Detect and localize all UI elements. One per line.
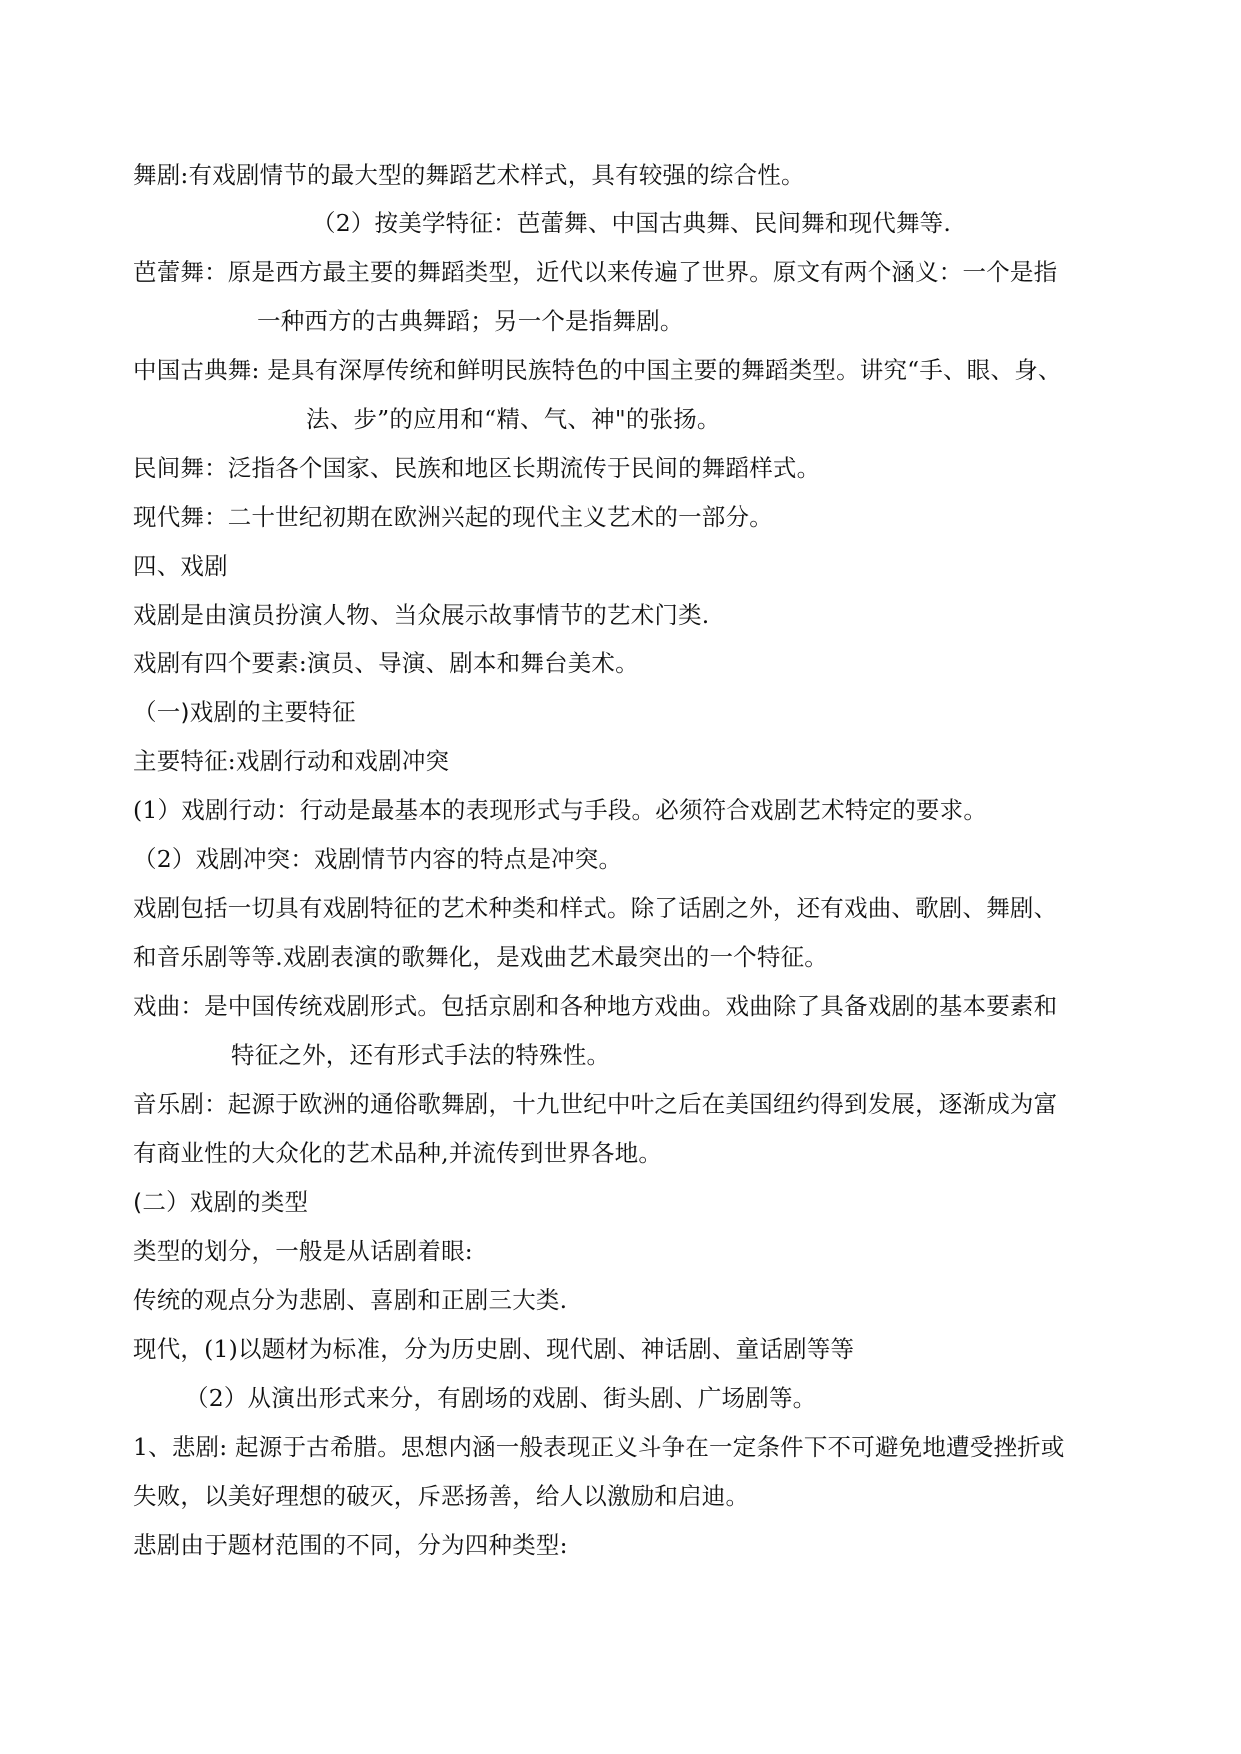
paragraph-chinese-classical-dance-cont: 法、步”的应用和“精、气、神"的张扬。 <box>306 405 721 433</box>
paragraph-modern-dance: 现代舞：二十世纪初期在欧洲兴起的现代主义艺术的一部分。 <box>133 503 773 531</box>
paragraph-drama-scope-cont: 和音乐剧等等.戏剧表演的歌舞化，是戏曲艺术最突出的一个特征。 <box>133 943 828 971</box>
paragraph-chinese-classical-dance: 中国古典舞: 是具有深厚传统和鲜明民族特色的中国主要的舞蹈类型。讲究“手、眼、身、 <box>133 356 1062 384</box>
paragraph-aesthetic-classification: （2）按美学特征：芭蕾舞、中国古典舞、民间舞和现代舞等. <box>312 209 952 237</box>
paragraph-musical-cont: 有商业性的大众化的艺术品种,并流传到世界各地。 <box>133 1139 663 1167</box>
paragraph-modern-performance: （2）从演出形式来分，有剧场的戏剧、街头剧、广场剧等。 <box>185 1384 817 1412</box>
paragraph-drama-scope: 戏剧包括一切具有戏剧特征的艺术种类和样式。除了话剧之外，还有戏曲、歌剧、舞剧、 <box>133 894 1058 922</box>
subheading-main-features: （一)戏剧的主要特征 <box>133 698 356 726</box>
paragraph-dance-drama: 舞剧:有戏剧情节的最大型的舞蹈艺术样式，具有较强的综合性。 <box>133 161 805 189</box>
paragraph-folk-dance: 民间舞：泛指各个国家、民族和地区长期流传于民间的舞蹈样式。 <box>133 454 821 482</box>
paragraph-dramatic-conflict: （2）戏剧冲突：戏剧情节内容的特点是冲突。 <box>133 845 623 873</box>
paragraph-dramatic-action: (1）戏剧行动：行动是最基本的表现形式与手段。必须符合戏剧艺术特定的要求。 <box>133 796 988 824</box>
paragraph-xiqu: 戏曲：是中国传统戏剧形式。包括京剧和各种地方戏曲。戏曲除了具备戏剧的基本要素和 <box>133 992 1058 1020</box>
paragraph-ballet-cont: 一种西方的古典舞蹈；另一个是指舞剧。 <box>257 307 684 335</box>
paragraph-drama-definition: 戏剧是由演员扮演人物、当众展示故事情节的艺术门类. <box>133 601 710 629</box>
paragraph-xiqu-cont: 特征之外，还有形式手法的特殊性。 <box>231 1041 611 1069</box>
paragraph-main-features: 主要特征:戏剧行动和戏剧冲突 <box>133 747 450 775</box>
paragraph-tragedy-cont: 失败，以美好理想的破灭，斥恶扬善，给人以激励和启迪。 <box>133 1482 750 1510</box>
subheading-drama-types: (二）戏剧的类型 <box>133 1188 309 1216</box>
paragraph-traditional-view: 传统的观点分为悲剧、喜剧和正剧三大类. <box>133 1286 568 1314</box>
paragraph-tragedy-types: 悲剧由于题材范围的不同，分为四种类型: <box>133 1531 568 1559</box>
paragraph-ballet: 芭蕾舞：原是西方最主要的舞蹈类型，近代以来传遍了世界。原文有两个涵义：一个是指 <box>133 258 1058 286</box>
paragraph-tragedy: 1、悲剧: 起源于古希腊。思想内涵一般表现正义斗争在一定条件下不可避免地遭受挫折或 <box>133 1433 1065 1461</box>
paragraph-musical: 音乐剧：起源于欧洲的通俗歌舞剧，十九世纪中叶之后在美国纽约得到发展，逐渐成为富 <box>133 1090 1058 1118</box>
section-heading-drama: 四、戏剧 <box>133 552 228 580</box>
paragraph-modern-subject: 现代，(1)以题材为标准，分为历史剧、现代剧、神话剧、童话剧等等 <box>133 1335 855 1363</box>
paragraph-type-division: 类型的划分，一般是从话剧着眼: <box>133 1237 473 1265</box>
paragraph-drama-elements: 戏剧有四个要素:演员、导演、剧本和舞台美术。 <box>133 649 639 677</box>
